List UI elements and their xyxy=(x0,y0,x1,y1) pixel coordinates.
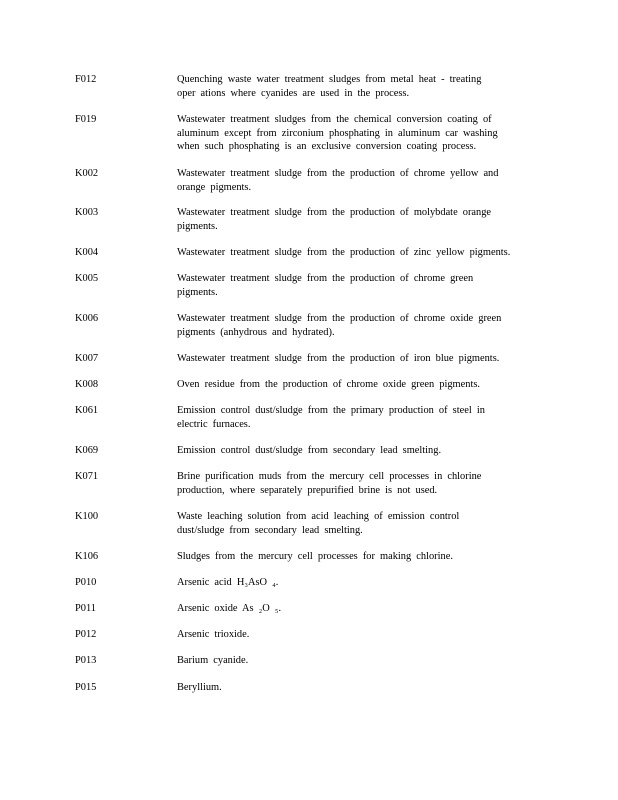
waste-description xyxy=(177,628,542,642)
description-line: when such phosphating is an exclusive conversion coating process. xyxy=(177,141,477,152)
waste-description xyxy=(177,378,542,392)
description-line: Wastewater treatment sludge from the production of iron blue pigments. xyxy=(177,353,500,364)
waste-code: K008 xyxy=(75,379,99,390)
description-line: Emission control dust/sludge from the primary production of steel in xyxy=(177,405,485,416)
waste-description xyxy=(177,246,542,260)
description-line: orange pigments. xyxy=(177,181,252,193)
waste-description xyxy=(177,167,542,194)
waste-code: F019 xyxy=(75,114,97,125)
description-line: Wastewater treatment sludge from the production of zinc yellow pigments. xyxy=(177,247,511,258)
description-line: Wastewater treatment sludge from the production of chrome green xyxy=(177,273,474,284)
description-line: pigments. xyxy=(177,286,218,298)
description-line: Barium cyanide. xyxy=(177,655,249,666)
waste-description xyxy=(177,352,542,366)
description-line: Brine purification muds from the mercury cell processes in chlorine xyxy=(177,471,482,482)
waste-code: K069 xyxy=(75,445,99,456)
waste-description xyxy=(177,470,542,497)
description-line: Arsenic oxide As ₂O ₅. xyxy=(177,603,282,614)
waste-code: F012 xyxy=(75,74,97,85)
description-line: Wastewater treatment sludge from the production of chrome oxide green xyxy=(177,313,502,324)
waste-code: P011 xyxy=(75,603,96,614)
description-line: pigments (anhydrous and hydrated). xyxy=(177,326,335,338)
waste-code: K004 xyxy=(75,247,99,258)
waste-description xyxy=(177,312,542,339)
waste-description xyxy=(177,510,542,537)
description-line: dust/sludge from secondary lead smelting. xyxy=(177,524,363,536)
waste-description xyxy=(177,113,542,154)
waste-code: K100 xyxy=(75,511,99,522)
waste-code: K002 xyxy=(75,168,99,179)
waste-description xyxy=(177,654,542,668)
waste-code: K005 xyxy=(75,273,99,284)
waste-code: P010 xyxy=(75,577,97,588)
description-line: aluminum except from zirconium phosphating in aluminum car washing xyxy=(177,127,498,139)
waste-description xyxy=(177,272,542,299)
description-line: production, where separately prepurified brine is not used. xyxy=(177,484,438,496)
description-line: Sludges from the mercury cell processes for making chlorine. xyxy=(177,551,453,562)
waste-code: K061 xyxy=(75,405,99,416)
waste-code: P013 xyxy=(75,655,97,666)
description-line: Quenching waste water treatment sludges from metal heat - treating xyxy=(177,74,482,85)
description-line: electric furnaces. xyxy=(177,418,251,430)
waste-description xyxy=(177,576,542,590)
waste-code: K007 xyxy=(75,353,99,364)
description-line: Emission control dust/sludge from secondary lead smelting. xyxy=(177,445,442,456)
description-line: Waste leaching solution from acid leaching of emission control xyxy=(177,511,460,522)
waste-description xyxy=(177,550,542,564)
waste-description xyxy=(177,206,542,233)
waste-code: K003 xyxy=(75,207,99,218)
waste-code: P015 xyxy=(75,682,97,693)
waste-code: K006 xyxy=(75,313,99,324)
description-line: Wastewater treatment sludge from the production of molybdate orange xyxy=(177,207,492,218)
waste-description xyxy=(177,444,542,458)
description-line: Beryllium. xyxy=(177,682,222,693)
waste-description xyxy=(177,73,542,100)
description-line: Wastewater treatment sludge from the production of chrome yellow and xyxy=(177,168,499,179)
waste-description xyxy=(177,404,542,431)
description-line: pigments. xyxy=(177,220,218,232)
description-line: Arsenic acid H₃AsO ₄. xyxy=(177,577,279,588)
waste-description xyxy=(177,602,542,616)
waste-code: P012 xyxy=(75,629,97,640)
description-line: Arsenic trioxide. xyxy=(177,629,250,640)
waste-description xyxy=(177,681,542,695)
description-line: Wastewater treatment sludges from the chemical conversion coating of xyxy=(177,114,492,125)
description-line: oper ations where cyanides are used in the process. xyxy=(177,87,410,99)
waste-code: K071 xyxy=(75,471,99,482)
description-line: Oven residue from the production of chrome oxide green pigments. xyxy=(177,379,480,390)
waste-code: K106 xyxy=(75,551,99,562)
